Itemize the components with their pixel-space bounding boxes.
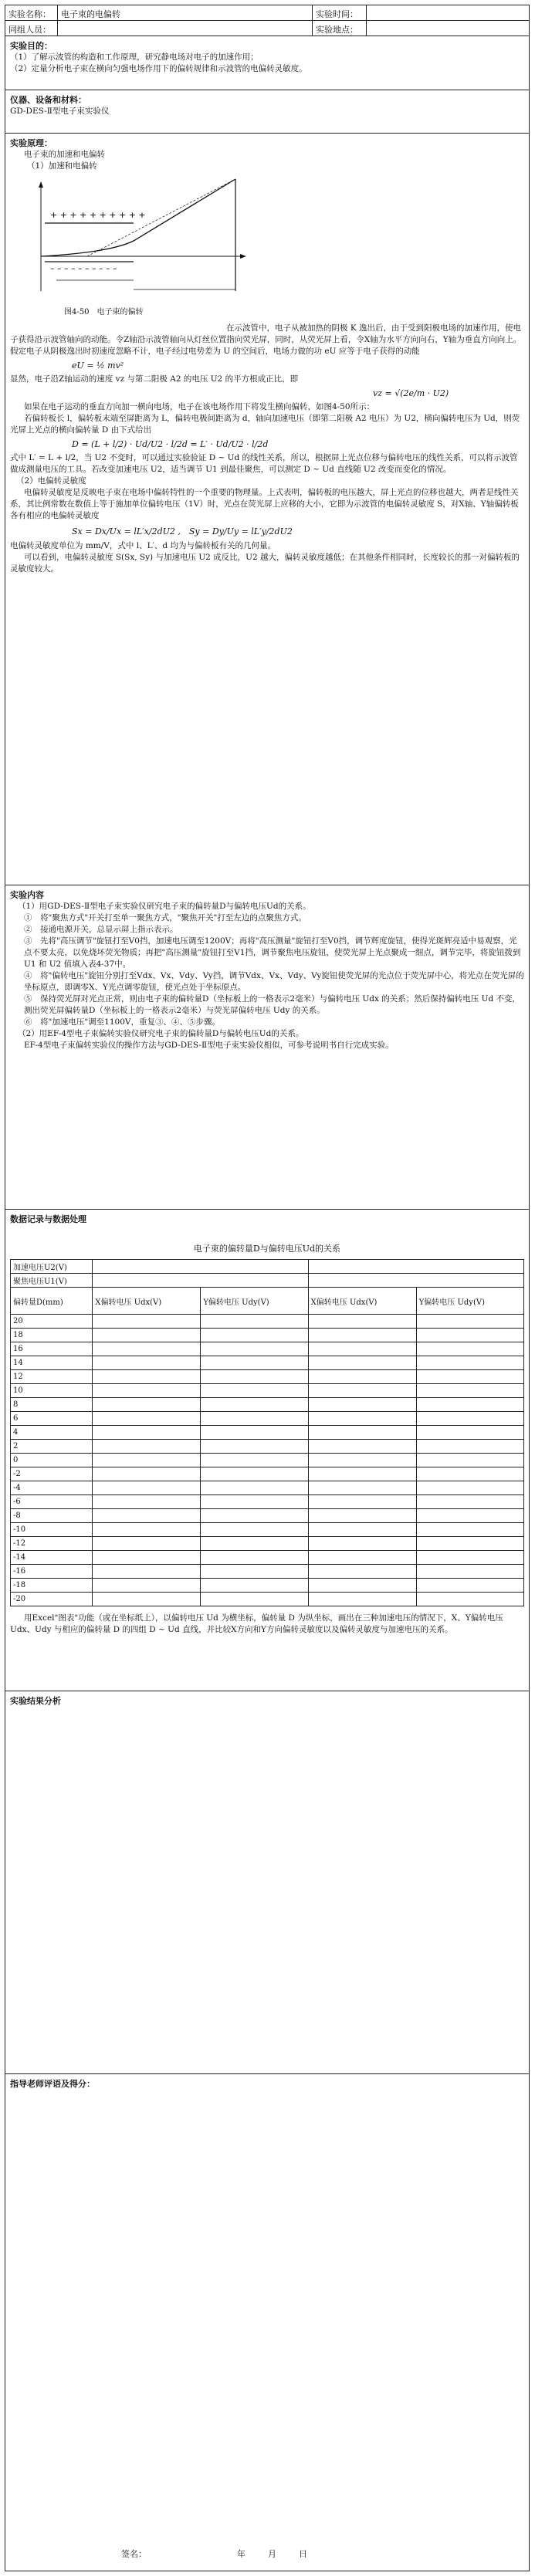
table-row <box>11 1537 524 1551</box>
voltage-input-cell[interactable] <box>201 1342 308 1356</box>
d-value-cell: -8 <box>11 1509 93 1523</box>
instruments-section <box>5 90 529 134</box>
voltage-input-cell[interactable] <box>93 1495 201 1509</box>
voltage-input-cell[interactable] <box>201 1481 308 1495</box>
table-row <box>11 1579 524 1593</box>
time-label: 实验时间： <box>313 5 367 20</box>
u1-cell-1[interactable] <box>93 1274 308 1288</box>
voltage-input-cell[interactable] <box>416 1495 523 1509</box>
purpose-item-2: （2）定量分析电子束在横向匀强电场作用下的偏转规律和示波管的电偏转灵敏度。 <box>10 64 307 73</box>
records-section <box>5 1210 529 1691</box>
voltage-input-cell[interactable] <box>201 1440 308 1454</box>
equation-2: vz = √(2e/m · U2) <box>373 388 449 398</box>
principle-p6: 电偏转灵敏度是反映电子束在电场中偏转特性的一个重要的物理量。上式表明，偏转板的电压越大，屏上光点的位移也越大，两者是线性关系，其比例常数在数值上等于施加单位偏转电压（1V）时，光点在荧光屏上应移的大小，它即为示波管的电偏转灵敏度 S，对X轴、Y轴偏转板各有相应的电偏转灵敏度 <box>10 488 519 520</box>
voltage-input-cell[interactable] <box>416 1356 523 1370</box>
principle-p1: 在示波管中，电子从被加热的阴极 K 逸出后，由于受到阳极电场的加速作用，使电子获得沿示波管轴向的动能。令Z轴沿示波管轴向从灯丝位置指向荧光屏，同时，从荧光屏上看，令X轴为水平方向向右，Y轴为垂直方向向上。假定电子从阴极逸出时初速度忽略不计，电子经过电势差为 U 的空间后，电场力做的功 eU 应等于电子获得的动能 <box>10 323 522 356</box>
voltage-input-cell[interactable] <box>308 1593 416 1606</box>
voltage-input-cell[interactable] <box>201 1398 308 1412</box>
d-value-cell: 8 <box>11 1398 93 1412</box>
col-x2-header: X偏转电压 Udx(V) <box>308 1288 416 1315</box>
u2-cell-2[interactable] <box>308 1260 523 1274</box>
principle-sub2: （2）电偏转灵敏度 <box>16 476 86 486</box>
voltage-input-cell[interactable] <box>308 1315 416 1329</box>
name-label: 实验名称： <box>5 5 58 20</box>
place-value[interactable] <box>367 21 529 36</box>
voltage-input-cell[interactable] <box>201 1565 308 1579</box>
voltage-input-cell[interactable] <box>416 1565 523 1579</box>
voltage-input-cell[interactable] <box>308 1467 416 1481</box>
col-d-header: 偏转量D(mm) <box>11 1288 93 1315</box>
data-table <box>10 1259 524 1606</box>
principle-section <box>5 134 529 885</box>
d-value-cell: -10 <box>11 1523 93 1537</box>
d-value-cell: 14 <box>11 1356 93 1370</box>
voltage-input-cell[interactable] <box>416 1440 523 1454</box>
content-item-6: ⑤ 保持荧光屏对光点正常，则由电子束的偏转量D（坐标板上的一格表示2毫米）与偏转电压 Udx 的关系；然后保持偏转电压 Ud 不变，测出荧光屏偏转量D（坐标板上的一格表示2毫米）与荧光屏偏转电压 Udy 的关系。 <box>24 994 521 1015</box>
month-label: 月 <box>268 2549 276 2559</box>
col-y2-header: Y偏转电压 Udy(V) <box>416 1288 523 1315</box>
teacher-section <box>5 2074 529 2571</box>
voltage-input-cell[interactable] <box>416 1579 523 1593</box>
voltage-input-cell[interactable] <box>201 1384 308 1398</box>
principle-p2: 显然，电子沿Z轴运动的速度 vz 与第二阳极 A2 的电压 U2 的平方根成正比，即 <box>10 374 299 384</box>
voltage-input-cell[interactable] <box>308 1370 416 1384</box>
deflection-figure <box>33 175 249 303</box>
voltage-input-cell[interactable] <box>201 1509 308 1523</box>
voltage-input-cell[interactable] <box>308 1454 416 1467</box>
name-value[interactable]: 电子束的电偏转 <box>58 5 313 20</box>
place-label: 实验地点： <box>313 21 367 36</box>
voltage-input-cell[interactable] <box>201 1315 308 1329</box>
voltage-input-cell[interactable] <box>308 1384 416 1398</box>
voltage-input-cell[interactable] <box>93 1579 201 1593</box>
d-value-cell: 10 <box>11 1384 93 1398</box>
principle-sub1a: （1）加速和电偏转 <box>27 161 97 171</box>
d-value-cell: -18 <box>11 1579 93 1593</box>
records-title: 数据记录与数据处理 <box>10 1214 86 1224</box>
sign-label: 签名： <box>121 2549 147 2559</box>
voltage-input-cell[interactable] <box>308 1356 416 1370</box>
principle-p5: 式中 L′ = L + l/2，当 U2 不变时，可以通过实验验证 D ~ Ud 的线性关系，所以，根据屏上光点位移与偏转电压的线性关系，可以将示波管做成测量电压的工具。若改变加速电压 U2，适当调节 U1 到最佳聚焦，可以测定 D ~ Ud 直线随 U2 改变而变化的情况。 <box>10 453 518 474</box>
records-note: 用Excel"图表"功能（或在坐标纸上），以偏转电压 Ud 为横坐标，偏转量 D 为纵坐标，画出在三种加速电压的情况下，X、Y偏转电压 Udx、Udy 与相应的偏转量 D 的四组 D ~ Ud 直线，并比较X方向和Y方向偏转灵敏度以及偏转灵敏度与加速电压的关系。 <box>10 1613 503 1634</box>
voltage-input-cell[interactable] <box>93 1551 201 1565</box>
voltage-input-cell[interactable] <box>93 1412 201 1426</box>
d-value-cell: 2 <box>11 1440 93 1454</box>
svg-text:+ + + + + + + + + +: + + + + + + + + + + <box>50 210 146 220</box>
voltage-input-cell[interactable] <box>416 1342 523 1356</box>
table-row <box>11 1495 524 1509</box>
partner-value[interactable] <box>58 21 313 36</box>
u1-cell-2[interactable] <box>308 1274 523 1288</box>
voltage-input-cell[interactable] <box>308 1537 416 1551</box>
voltage-input-cell[interactable] <box>93 1537 201 1551</box>
d-value-cell: -6 <box>11 1495 93 1509</box>
instruments-value: GD-DES-Ⅱ型电子束实验仪 <box>10 107 110 116</box>
voltage-input-cell[interactable] <box>93 1509 201 1523</box>
table-row <box>11 1370 524 1384</box>
content-title: 实验内容 <box>10 890 44 900</box>
content-item-9: EF-4型电子束偏转实验仪的操作方法与GD-DES-Ⅱ型电子束实验仪相似，可参考说明书自行完成实验。 <box>24 1041 394 1050</box>
principle-p4: 若偏转板长 l，偏转板末端至屏距离为 L，偏转电极间距离为 d，轴向加速电压（即第二阳极 A2 电压）为 U2，横向偏转电压为 Ud，则荧光屏上光点的横向偏转量 D 由下式给出 <box>10 414 520 435</box>
table-row-u1 <box>11 1274 524 1288</box>
table-row <box>11 1593 524 1606</box>
analysis-section <box>5 1691 529 2074</box>
signature-line <box>121 2547 307 2560</box>
principle-p7: 电偏转灵敏度单位为 mm/V，式中 l、L′、d 均为与偏转板有关的几何量。 <box>10 541 276 550</box>
voltage-input-cell[interactable] <box>201 1537 308 1551</box>
voltage-input-cell[interactable] <box>416 1593 523 1606</box>
table-row <box>11 1315 524 1329</box>
voltage-input-cell[interactable] <box>93 1398 201 1412</box>
figure-caption: 图4-50 电子束的偏转 <box>64 308 144 316</box>
table-row-u2 <box>11 1260 524 1274</box>
voltage-input-cell[interactable] <box>308 1551 416 1565</box>
voltage-input-cell[interactable] <box>93 1315 201 1329</box>
voltage-input-cell[interactable] <box>308 1426 416 1440</box>
purpose-item-1: （1）了解示波管的构造和工作原理，研究静电场对电子的加速作用； <box>10 52 259 62</box>
voltage-input-cell[interactable] <box>93 1370 201 1384</box>
voltage-input-cell[interactable] <box>93 1384 201 1398</box>
voltage-input-cell[interactable] <box>201 1467 308 1481</box>
voltage-input-cell[interactable] <box>416 1481 523 1495</box>
content-item-3: ② 接通电源开关，总显示屏上指示表示。 <box>24 925 178 934</box>
voltage-input-cell[interactable] <box>416 1398 523 1412</box>
purpose-section <box>5 36 529 90</box>
col-x1-header: X偏转电压 Udx(V) <box>93 1288 201 1315</box>
day-label: 日 <box>299 2549 307 2559</box>
table-row <box>11 1426 524 1440</box>
teacher-comment-area[interactable] <box>10 2091 524 2540</box>
voltage-input-cell[interactable] <box>308 1440 416 1454</box>
table-row <box>11 1329 524 1342</box>
d-value-cell: -14 <box>11 1551 93 1565</box>
report-frame <box>5 5 530 2571</box>
d-value-cell: -16 <box>11 1565 93 1579</box>
voltage-input-cell[interactable] <box>416 1551 523 1565</box>
voltage-input-cell[interactable] <box>416 1315 523 1329</box>
voltage-input-cell[interactable] <box>93 1454 201 1467</box>
content-item-5: ④ 将"偏转电压"旋钮分别打至Vdx、Vx、Vdy、Vy挡，调节Vdx、Vx、Vdy、Vy旋钮使荧光屏的光点位于荧光屏中心，将光点在荧光屏的坐标原点，即调零X、Y光点调零旋钮，使光点处于坐标原点。 <box>24 971 524 992</box>
voltage-input-cell[interactable] <box>201 1523 308 1537</box>
voltage-input-cell[interactable] <box>93 1440 201 1454</box>
table-row <box>11 1551 524 1565</box>
voltage-input-cell[interactable] <box>416 1412 523 1426</box>
row-u2-label: 加速电压U2(V) <box>11 1260 93 1274</box>
analysis-title: 实验结果分析 <box>10 1696 61 1706</box>
svg-text:– – – – – – – – – –: – – – – – – – – – – <box>50 263 117 273</box>
voltage-input-cell[interactable] <box>93 1356 201 1370</box>
table-row <box>11 1481 524 1495</box>
voltage-input-cell[interactable] <box>308 1509 416 1523</box>
year-label: 年 <box>237 2549 245 2559</box>
voltage-input-cell[interactable] <box>93 1565 201 1579</box>
equation-4: Sx = Dx/Ux = lL′x/2dU2 , Sy = Dy/Uy = lL′y/2dU2 <box>72 526 293 537</box>
d-value-cell: 6 <box>11 1412 93 1426</box>
table-header-row <box>11 1288 524 1315</box>
d-value-cell: -20 <box>11 1593 93 1606</box>
table-row <box>11 1356 524 1370</box>
voltage-input-cell[interactable] <box>93 1523 201 1537</box>
voltage-input-cell[interactable] <box>416 1370 523 1384</box>
voltage-input-cell[interactable] <box>416 1454 523 1467</box>
voltage-input-cell[interactable] <box>308 1481 416 1495</box>
d-value-cell: 12 <box>11 1370 93 1384</box>
content-item-7: ⑥ 将"加速电压"调至1100V，重复③、④、⑤步骤。 <box>24 1017 220 1027</box>
voltage-input-cell[interactable] <box>201 1329 308 1342</box>
table-row <box>11 1398 524 1412</box>
d-value-cell: 16 <box>11 1342 93 1356</box>
d-value-cell: 20 <box>11 1315 93 1329</box>
table-row <box>11 1342 524 1356</box>
partner-label: 同组人员： <box>5 21 58 36</box>
equation-3: D = (L + l/2) · Ud/U2 · l/2d = L′ · Ud/U2 · l/2d <box>72 439 269 449</box>
table-row <box>11 1440 524 1454</box>
equation-1: eU = ½ mv² <box>72 361 124 371</box>
table-row <box>11 1412 524 1426</box>
instruments-title: 仪器、设备和材料： <box>10 95 86 105</box>
u2-cell-1[interactable] <box>93 1260 308 1274</box>
voltage-input-cell[interactable] <box>93 1426 201 1440</box>
voltage-input-cell[interactable] <box>308 1495 416 1509</box>
content-item-8: （2）用EF-4型电子束偏转实验仪研究电子束的偏转量D与偏转电压Ud的关系。 <box>18 1029 304 1038</box>
table-row <box>11 1509 524 1523</box>
voltage-input-cell[interactable] <box>201 1551 308 1565</box>
voltage-input-cell[interactable] <box>416 1523 523 1537</box>
voltage-input-cell[interactable] <box>308 1412 416 1426</box>
principle-p3: 如果在电子运动的垂直方向加一横向电场，电子在该电场作用下将发生横向偏转，如图4-50所示： <box>24 402 375 411</box>
voltage-input-cell[interactable] <box>93 1593 201 1606</box>
analysis-input-area[interactable] <box>10 1708 524 2069</box>
voltage-input-cell[interactable] <box>416 1329 523 1342</box>
header-row-1 <box>5 5 529 21</box>
content-item-2: ① 将"聚焦方式"开关打至单一聚焦方式，"聚焦开关"打至左边的点聚焦方式。 <box>24 913 306 922</box>
voltage-input-cell[interactable] <box>201 1426 308 1440</box>
table-row <box>11 1523 524 1537</box>
voltage-input-cell[interactable] <box>201 1370 308 1384</box>
d-value-cell: 4 <box>11 1426 93 1440</box>
voltage-input-cell[interactable] <box>416 1509 523 1523</box>
content-item-1: （1）用GD-DES-Ⅱ型电子束实验仪研究电子束的偏转量D与偏转电压Ud的关系。 <box>18 902 311 911</box>
voltage-input-cell[interactable] <box>416 1537 523 1551</box>
table-row <box>11 1565 524 1579</box>
header-row-2 <box>5 21 529 36</box>
voltage-input-cell[interactable] <box>416 1426 523 1440</box>
voltage-input-cell[interactable] <box>201 1593 308 1606</box>
row-u1-label: 聚焦电压U1(V) <box>11 1274 93 1288</box>
table-row <box>11 1454 524 1467</box>
voltage-input-cell[interactable] <box>416 1384 523 1398</box>
voltage-input-cell[interactable] <box>308 1329 416 1342</box>
voltage-input-cell[interactable] <box>201 1579 308 1593</box>
table-row <box>11 1467 524 1481</box>
d-value-cell: 18 <box>11 1329 93 1342</box>
teacher-title: 指导老师评语及得分： <box>10 2079 95 2089</box>
principle-title: 实验原理： <box>10 138 52 148</box>
purpose-title: 实验目的： <box>10 41 52 51</box>
voltage-input-cell[interactable] <box>416 1467 523 1481</box>
voltage-input-cell[interactable] <box>201 1412 308 1426</box>
voltage-input-cell[interactable] <box>308 1342 416 1356</box>
d-value-cell: 0 <box>11 1454 93 1467</box>
voltage-input-cell[interactable] <box>201 1356 308 1370</box>
col-y1-header: Y偏转电压 Udy(V) <box>201 1288 308 1315</box>
d-value-cell: -12 <box>11 1537 93 1551</box>
voltage-input-cell[interactable] <box>201 1454 308 1467</box>
table-title: 电子束的偏转量D与偏转电压Ud的关系 <box>193 1244 341 1254</box>
d-value-cell: -2 <box>11 1467 93 1481</box>
voltage-input-cell[interactable] <box>93 1467 201 1481</box>
time-value[interactable] <box>367 5 529 20</box>
content-item-4: ③ 先将"高压调节"旋钮打至V0挡，加速电压调至1200V；再将"高压测量"旋钮打至V0挡，调节辉度旋钮，使得光斑辉亮适中易观察，光点不要太亮，以免烧坏荧光物质；再把"高压测量"旋钮打至V1挡，调节聚焦电压旋钮，使荧光屏上光点聚成一细点，调节完毕，将旋钮拨到 U1 和 U2 值填入表4-37中。 <box>24 936 521 969</box>
principle-p8: 可以看到，电偏转灵敏度 S(Sx, Sy) 与加速电压 U2 成反比，U2 越大，偏转灵敏度越低；在其他条件相同时，长度较长的那一对偏转板的灵敏度较大。 <box>10 553 520 574</box>
content-section <box>5 885 529 1210</box>
voltage-input-cell[interactable] <box>93 1329 201 1342</box>
table-row <box>11 1384 524 1398</box>
voltage-input-cell[interactable] <box>308 1523 416 1537</box>
d-value-cell: -4 <box>11 1481 93 1495</box>
voltage-input-cell[interactable] <box>93 1481 201 1495</box>
voltage-input-cell[interactable] <box>93 1342 201 1356</box>
voltage-input-cell[interactable] <box>308 1579 416 1593</box>
voltage-input-cell[interactable] <box>308 1565 416 1579</box>
voltage-input-cell[interactable] <box>308 1398 416 1412</box>
voltage-input-cell[interactable] <box>201 1495 308 1509</box>
principle-sub1: 电子束的加速和电偏转 <box>24 150 105 159</box>
